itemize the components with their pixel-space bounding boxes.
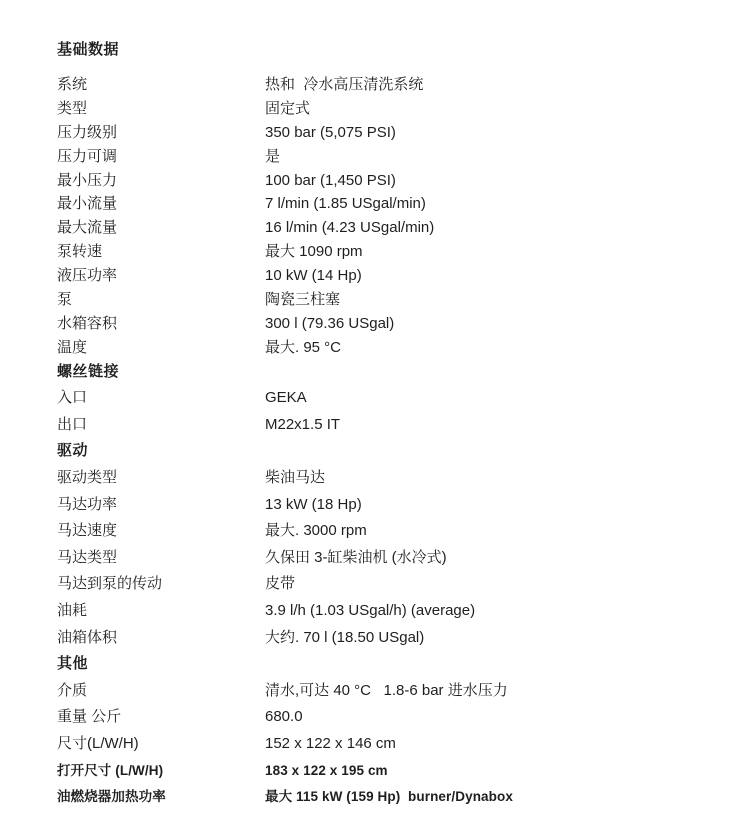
spec-row (57, 521, 725, 548)
spec-row (57, 495, 725, 522)
spec-row (57, 338, 725, 362)
spec-row (57, 681, 725, 708)
spec-row-value: 152 x 122 x 146 cm (265, 735, 396, 752)
spec-row-value: 久保田 3-缸柴油机 (水冷式) (265, 548, 447, 566)
spec-row-label: 液压功率 (57, 267, 118, 285)
spec-row-label: 最小流量 (57, 195, 118, 213)
spec-row-value: 陶瓷三柱塞 (265, 291, 341, 309)
section-title: 基础数据 (57, 41, 120, 58)
section-title: 螺丝链接 (57, 362, 120, 380)
section-title: 其他 (57, 655, 89, 673)
spec-row (57, 266, 725, 290)
spec-row (57, 242, 725, 266)
spec-row (57, 707, 725, 734)
spec-row-value: 350 bar (5,075 PSI) (265, 123, 396, 141)
spec-row-label: 马达到泵的传动 (57, 575, 163, 593)
section-title: 驱动 (57, 442, 89, 460)
spec-row (57, 171, 725, 195)
spec-row-value: M22x1.5 IT (265, 415, 341, 433)
spec-row-label: 出口 (57, 415, 88, 433)
spec-row-value: 最大 115 kW (159 Hp) burner/Dynabox (265, 789, 513, 805)
spec-row (57, 761, 725, 788)
spec-row-value: GEKA (265, 389, 307, 407)
spec-row-label: 类型 (57, 99, 88, 117)
spec-row-label: 压力级别 (57, 123, 118, 141)
spec-row-label: 油箱体积 (57, 628, 118, 646)
spec-row-label: 最小压力 (57, 171, 118, 189)
spec-row-label: 尺寸(L/W/H) (57, 735, 139, 752)
spec-section (57, 441, 725, 654)
spec-row-label: 入口 (57, 389, 88, 407)
spec-row-label: 驱动类型 (57, 469, 118, 487)
spec-row (57, 194, 725, 218)
spec-row (57, 147, 725, 171)
spec-row-label: 泵转速 (57, 243, 103, 261)
spec-row-value: 热和 冷水高压清洗系统 (265, 76, 424, 93)
spec-row-value: 183 x 122 x 195 cm (265, 762, 388, 778)
spec-sheet (57, 40, 725, 814)
spec-row (57, 415, 725, 442)
spec-row-label: 重量 公斤 (57, 708, 122, 726)
spec-row (57, 99, 725, 123)
spec-row-value: 3.9 l/h (1.03 USgal/h) (average) (265, 602, 476, 620)
spec-row (57, 123, 725, 147)
spec-row-label: 打开尺寸 (L/W/H) (57, 762, 164, 778)
spec-row (57, 290, 725, 314)
spec-row-value: 13 kW (18 Hp) (265, 495, 362, 513)
spec-row (57, 787, 725, 814)
spec-row-value: 固定式 (265, 99, 311, 117)
spec-row-label: 油耗 (57, 602, 88, 620)
spec-section (57, 40, 725, 362)
spec-row (57, 601, 725, 628)
spec-row (57, 548, 725, 575)
spec-row (57, 628, 725, 655)
spec-row (57, 388, 725, 415)
spec-row-value: 清水,可达 40 °C 1.8-6 bar 进水压力 (265, 681, 508, 699)
spec-row-label: 水箱容积 (57, 314, 118, 332)
spec-row-value: 是 (265, 147, 281, 165)
spec-row-label: 压力可调 (57, 147, 118, 165)
spec-row-label: 泵 (57, 291, 73, 309)
spec-row-value: 680.0 (265, 708, 303, 726)
spec-row-label: 马达速度 (57, 522, 118, 540)
spec-row-value: 100 bar (1,450 PSI) (265, 171, 396, 189)
spec-row-value: 皮带 (265, 575, 296, 593)
spec-row (57, 468, 725, 495)
spec-row (57, 734, 725, 761)
spec-section (57, 654, 725, 814)
spec-row (57, 574, 725, 601)
spec-row-label: 马达功率 (57, 495, 118, 513)
spec-row-value: 最大 1090 rpm (265, 243, 363, 261)
spec-row-label: 温度 (57, 338, 88, 356)
spec-row-value: 16 l/min (4.23 USgal/min) (265, 219, 435, 237)
spec-row-value: 大约. 70 l (18.50 USgal) (265, 628, 425, 646)
spec-row-label: 介质 (57, 681, 88, 699)
spec-row-value: 柴油马达 (265, 469, 326, 487)
spec-row-value: 最大. 95 °C (265, 338, 342, 356)
spec-row (57, 218, 725, 242)
spec-row-label: 马达类型 (57, 548, 118, 566)
spec-row (57, 75, 725, 99)
spec-row-value: 7 l/min (1.85 USgal/min) (265, 195, 426, 213)
spec-section (57, 362, 725, 442)
spec-row-value: 10 kW (14 Hp) (265, 267, 362, 285)
spec-row-value: 300 l (79.36 USgal) (265, 314, 395, 332)
spec-row-label: 油燃烧器加热功率 (57, 789, 166, 805)
spec-row-value: 最大. 3000 rpm (265, 522, 367, 540)
spec-row-label: 系统 (57, 76, 88, 93)
spec-row-label: 最大流量 (57, 219, 118, 237)
spec-row (57, 314, 725, 338)
